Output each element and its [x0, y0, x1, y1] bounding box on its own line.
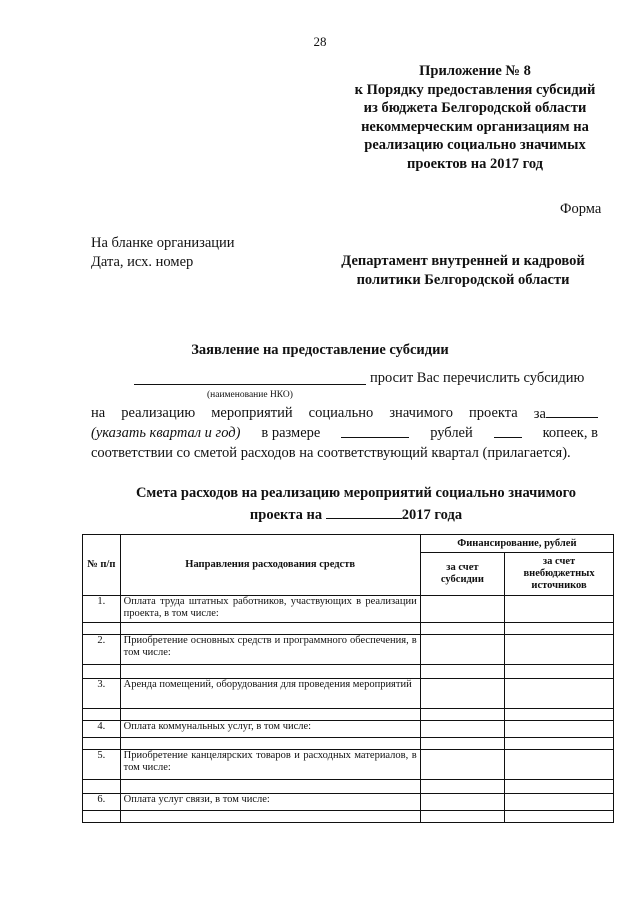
word: на: [91, 405, 106, 421]
row-num: 3.: [83, 679, 121, 709]
appendix-line: реализацию социально значимых: [364, 137, 586, 153]
row-text: Аренда помещений, оборудования для проведения мероприятий: [120, 679, 420, 709]
appendix-line: к Порядку предоставления субсидий: [354, 81, 596, 98]
department-line: Департамент внутренней и кадровой: [341, 253, 585, 269]
table-subrow: [83, 780, 614, 794]
row-num: 4.: [83, 721, 121, 738]
subsidy-cell[interactable]: [420, 596, 504, 623]
subsidy-cell[interactable]: [420, 794, 504, 811]
row-num: 2.: [83, 635, 121, 665]
extrabudget-cell[interactable]: [505, 596, 614, 623]
table-row: [83, 635, 614, 665]
application-title: Заявление на предоставление субсидии: [191, 342, 449, 358]
organization-block: [91, 234, 235, 272]
header-direction: Направления расходования средств: [120, 535, 420, 596]
subsidy-cell[interactable]: [420, 679, 504, 709]
estimate-title-line: Смета расходов на реализацию мероприятий социально значимого: [135, 485, 577, 501]
row-text: Приобретение основных средств и программного обеспечения, в том числе:: [120, 635, 420, 665]
subsidy-cell[interactable]: [420, 738, 504, 750]
row-text: Оплата коммунальных услуг, в том числе:: [120, 721, 420, 738]
appendix-line: некоммерческим организациям на: [361, 118, 589, 135]
estimate-title-line: проекта на 2017 года: [91, 504, 621, 526]
estimate-reference: соответствии со сметой расходов на соответствующий квартал (прилагается).: [91, 445, 571, 461]
quarter-hint: (указать квартал и год): [91, 425, 241, 441]
word: рублей: [430, 425, 473, 441]
table-subrow: [83, 738, 614, 750]
form-label: Форма: [560, 201, 602, 217]
page-number: 28: [313, 34, 327, 49]
extrabudget-cell[interactable]: [505, 780, 614, 794]
nko-caption: (наименование НКО): [207, 390, 293, 400]
row-num: 6.: [83, 794, 121, 811]
subsidy-cell[interactable]: [420, 750, 504, 780]
subsidy-cell[interactable]: [420, 665, 504, 679]
subsidy-cell[interactable]: [420, 623, 504, 635]
table-subrow: [83, 623, 614, 635]
header-extrabudget: за счет внебюджетных источников: [505, 553, 614, 596]
extrabudget-cell[interactable]: [505, 738, 614, 750]
word: значимого: [389, 405, 453, 421]
extrabudget-cell[interactable]: [505, 811, 614, 823]
asks-text: просит Вас перечислить субсидию: [370, 370, 585, 386]
word: за: [533, 406, 546, 422]
extrabudget-cell[interactable]: [505, 679, 614, 709]
word: в размере: [261, 425, 321, 441]
row-text: Оплата услуг связи, в том числе:: [120, 794, 420, 811]
extrabudget-cell[interactable]: [505, 794, 614, 811]
word: мероприятий: [211, 405, 293, 421]
subsidy-cell[interactable]: [420, 780, 504, 794]
header-num: № п/п: [83, 535, 121, 596]
table-subrow: [83, 709, 614, 721]
quarter-field[interactable]: [546, 403, 598, 418]
word: проекта: [469, 405, 518, 421]
subsidy-cell[interactable]: [420, 709, 504, 721]
appendix-header: [325, 62, 625, 173]
header-subsidy: за счет субсидии: [420, 553, 504, 596]
extrabudget-cell[interactable]: [505, 665, 614, 679]
application-line-2: [91, 423, 598, 443]
period-group: [534, 403, 598, 424]
estimate-title: [91, 483, 621, 526]
word: копеек, в: [542, 425, 598, 441]
extrabudget-cell[interactable]: [505, 721, 614, 738]
kopecks-field[interactable]: [494, 423, 522, 438]
word: реализацию: [121, 405, 196, 421]
appendix-line: из бюджета Белгородской области: [363, 100, 587, 116]
table-row: [83, 794, 614, 811]
table-subrow: [83, 665, 614, 679]
rubles-field[interactable]: [341, 423, 409, 438]
department-line: политики Белгородской области: [356, 272, 570, 288]
table-subrow: [83, 811, 614, 823]
nko-name-field[interactable]: [134, 384, 366, 385]
extrabudget-cell[interactable]: [505, 623, 614, 635]
header-financing: Финансирование, рублей: [420, 535, 613, 553]
project-year-field[interactable]: [326, 504, 402, 519]
table-row: [83, 750, 614, 780]
row-num: 1.: [83, 596, 121, 623]
row-text: Приобретение канцелярских товаров и расходных материалов, в том числе:: [120, 750, 420, 780]
organization-letterhead: На бланке организации: [91, 235, 235, 251]
table-row: [83, 679, 614, 709]
row-num: 5.: [83, 750, 121, 780]
row-text: Оплата труда штатных работников, участвующих в реализации проекта, в том числе:: [120, 596, 420, 623]
subsidy-cell[interactable]: [420, 721, 504, 738]
extrabudget-cell[interactable]: [505, 709, 614, 721]
department-addressee: [328, 252, 598, 290]
subsidy-cell[interactable]: [420, 635, 504, 665]
application-line-3: [91, 443, 598, 463]
subsidy-cell[interactable]: [420, 811, 504, 823]
appendix-line: Приложение № 8: [419, 63, 531, 79]
table-row: [83, 596, 614, 623]
extrabudget-cell[interactable]: [505, 750, 614, 780]
budget-table: [82, 534, 614, 823]
table-row: [83, 721, 614, 738]
word: социально: [308, 405, 374, 421]
organization-date-ref: Дата, исх. номер: [91, 254, 194, 270]
extrabudget-cell[interactable]: [505, 635, 614, 665]
appendix-line: проектов на 2017 год: [407, 155, 543, 172]
application-line-1: [91, 403, 598, 424]
